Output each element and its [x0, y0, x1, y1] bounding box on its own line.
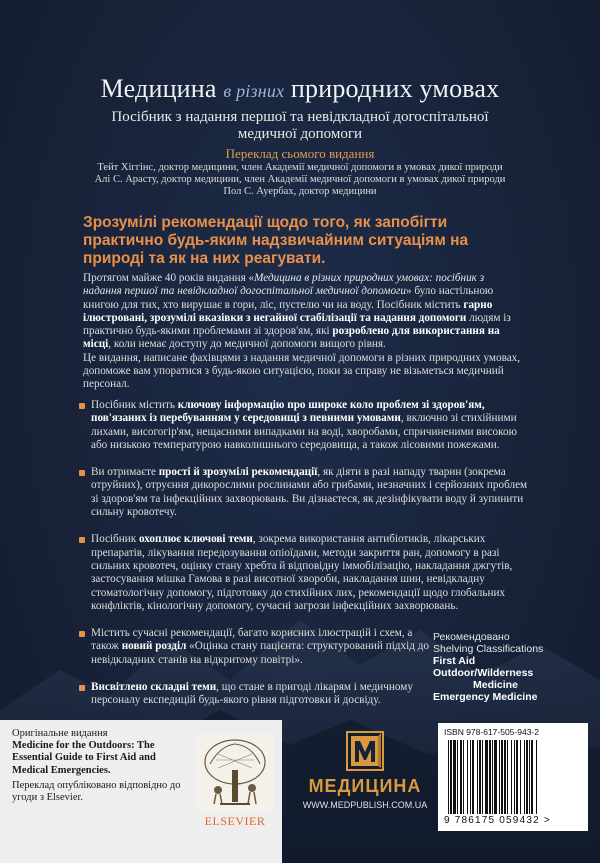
- publisher-block: [292, 730, 438, 810]
- bullet-text: , як діяти в разі нападу тварин (зокрема отруйних), отруєння дикорослими рослинами або грибами, незначних і серйозних проблем зі здоров'ям та інфекційних захворювань. Ви дізнаєтеся, як дезінфікувати воду й зупинити сильну кровотечу.: [91, 466, 528, 519]
- bullet-square-icon: [79, 403, 85, 409]
- barcode-bar: [536, 740, 537, 814]
- elsevier-tree-logo: [196, 734, 274, 812]
- barcode-bar: [467, 740, 468, 814]
- barcode-bar: [470, 740, 471, 814]
- bullet-bold: прості й зрозумілі рекомендації: [158, 466, 318, 479]
- list-item: [79, 681, 429, 708]
- barcode-bar: [457, 740, 458, 814]
- original-edition-box: [0, 720, 282, 863]
- barcode-bar: [489, 740, 491, 814]
- intro-text-2: » було настільною книгою для тих, хто вирушає в гори, ліс, пустелю чи на воду. Посібник містить: [83, 285, 494, 311]
- bullet-bold: ключову інформацію про широке коло проблем зі здоров'ям, пов'язаних із перебуванням у середовищі з певними умовами: [91, 399, 485, 425]
- title-part-1: Медицина: [100, 74, 217, 103]
- shelving-classifications: [433, 631, 593, 703]
- shelving-category-3: Emergency Medicine: [433, 691, 538, 703]
- authors-list: [0, 162, 600, 198]
- license-note: Переклад опубліковано відповідно до угоди з Elsevier.: [12, 779, 181, 804]
- barcode-bar: [501, 740, 503, 814]
- shelving-label-en: Shelving Classifications: [433, 643, 544, 655]
- author-1: Тейт Хіггінс, доктор медицини, член Академії медичної допомоги в умовах дикої природи: [97, 162, 503, 173]
- book-subtitle: Посібник з надання першої та невідкладної догоспітальної медичної допомоги: [111, 109, 489, 142]
- intro-text-4: , коли немає доступу до медичної допомоги вищого рівня.: [108, 338, 386, 351]
- original-edition-title: Medicine for the Outdoors: The Essential Guide to First Aid and Medical Emergencies.: [12, 740, 156, 776]
- intro-text-3: людям із практично будь-якими проблемами зі здоров'ям, які: [83, 311, 511, 338]
- bullet-bold: охоплює ключові теми: [138, 533, 253, 546]
- bullet-bold: Висвітлено складні теми: [91, 681, 217, 694]
- barcode-bar: [529, 740, 530, 814]
- edition-label: Переклад сьомого видання: [225, 146, 375, 161]
- barcode-bar: [463, 740, 464, 814]
- isbn-barcode-box: [438, 723, 588, 831]
- shelving-category-1: First Aid: [433, 655, 476, 667]
- barcode-bar: [448, 740, 449, 814]
- bullet-text: Містить сучасні рекомендації, багато корисних ілюстрацій і схем, а також: [91, 627, 413, 653]
- bullet-text: , що стане в пригоді лікарям і медичному персоналу експедицій будь-якого рівня підготовки й досвіду.: [91, 681, 413, 707]
- barcode-bar: [524, 740, 525, 814]
- barcode-bar: [520, 740, 521, 814]
- barcode-bar: [499, 740, 500, 814]
- barcode-bar: [494, 740, 497, 814]
- list-item: [79, 533, 529, 613]
- bullet-square-icon: [79, 631, 85, 637]
- intro-bold-1: гарно ілюстровані, зрозумілі вказівки з негайної стабілізації та надання допомоги: [83, 298, 493, 324]
- intro-book-title: Медицина в різних природних умовах: посібник з надання першої та невідкладної догоспітальної медичної допомоги: [83, 272, 485, 298]
- intro-paragraph-1: [83, 272, 523, 352]
- bullet-text: Посібник містить: [91, 399, 178, 411]
- title-accent: в різних: [223, 81, 285, 101]
- intro-paragraph-2: Це видання, написане фахівцями з надання медичної допомоги в різних природних умовах, допоможе вам упоратися з будь-якою ситуацією, поки за справу не візьметься медичний персонал.: [83, 351, 521, 391]
- barcode-icon: [444, 740, 582, 814]
- bullet-square-icon: [79, 537, 85, 543]
- barcode-bar: [472, 740, 474, 814]
- barcode-bar: [485, 740, 488, 814]
- isbn-number: ISBN 978-617-505-943-2: [444, 727, 539, 737]
- barcode-bar: [531, 740, 533, 814]
- list-item: [79, 399, 529, 452]
- intro-bold-2: розроблено для використання на місці: [83, 325, 500, 351]
- list-item: [79, 466, 529, 519]
- barcode-bar: [482, 740, 483, 814]
- barcode-bar: [526, 740, 528, 814]
- barcode-bar: [492, 740, 493, 814]
- barcode-bar: [479, 740, 481, 814]
- bullet-square-icon: [79, 470, 85, 476]
- publisher-website[interactable]: WWW.MEDPUBLISH.COM.UA: [302, 800, 428, 810]
- elsevier-wordmark: ELSEVIER: [204, 814, 266, 828]
- author-2: Алі С. Арасту, доктор медицини, член Академії медичної допомоги в умовах дикої природи: [94, 174, 506, 185]
- barcode-bar: [460, 740, 462, 814]
- shelving-label-ua: Рекомендовано: [433, 631, 510, 643]
- bullet-square-icon: [79, 685, 85, 691]
- barcode-bar: [453, 740, 456, 814]
- shelving-category-2: Outdoor/Wilderness: [433, 667, 534, 679]
- barcode-bar: [511, 740, 512, 814]
- bullet-text: , включно зі стихійними лихами, висогогір'ям, нещасними випадками на воді, хворобами, спричиненими високою або низькою температурою навколишнього середовища, а також лісовими пожежами.: [91, 412, 517, 451]
- bullet-text: Посібник: [91, 533, 139, 546]
- barcode-bar: [504, 740, 506, 814]
- publisher-m-logo: [345, 730, 385, 772]
- list-item: [79, 627, 429, 667]
- original-edition-label: Оригінальне видання: [12, 728, 108, 739]
- book-title: [0, 74, 600, 104]
- headline: Зрозумілі рекомендації щодо того, як запобігти практично будь-яким надзвичайним ситуаціям на природі та як на них реагувати.: [83, 214, 469, 267]
- barcode-bar: [514, 740, 515, 814]
- bullet-text: «Оцінка стану пацієнта: структурований підхід до невідкладних станів на відкритому повітрі».: [91, 640, 429, 666]
- bullet-text: Ви отримаєте: [91, 466, 159, 479]
- bullet-bold: новий розділ: [121, 640, 187, 653]
- barcode-bar: [507, 740, 508, 814]
- intro-text: [83, 272, 523, 392]
- publisher-name: МЕДИЦИНА: [308, 776, 422, 796]
- barcode-bar: [477, 740, 478, 814]
- isbn-digits: 9 786175 059432 >: [444, 815, 551, 826]
- barcode-bar: [450, 740, 452, 814]
- intro-text-1: Протягом майже 40 років видання «: [83, 272, 255, 284]
- barcode-bar: [516, 740, 518, 814]
- author-3: Пол С. Ауербах, доктор медицини: [223, 186, 377, 197]
- bullet-text: , зокрема використання антибіотиків, лікарських препаратів, лікування передозування опіоїдами, методи закриття ран, допомогу в разі сильних кровотеч, оцінку стану хребта й відповідну іммобілізацію, накладання джгутів, застосування мішка Гамова в разі висотної хвороби, накладання шин, невідкладну стоматологічну допомогу, підготовку до стихійних лих, рекомендації щодо глобальних конфліктів, кінологічну допомогу, сучасні загрози інфекційних захворювань.: [91, 533, 513, 612]
- title-part-2: природних умовах: [290, 74, 500, 103]
- shelving-category-2b: Medicine: [473, 679, 518, 691]
